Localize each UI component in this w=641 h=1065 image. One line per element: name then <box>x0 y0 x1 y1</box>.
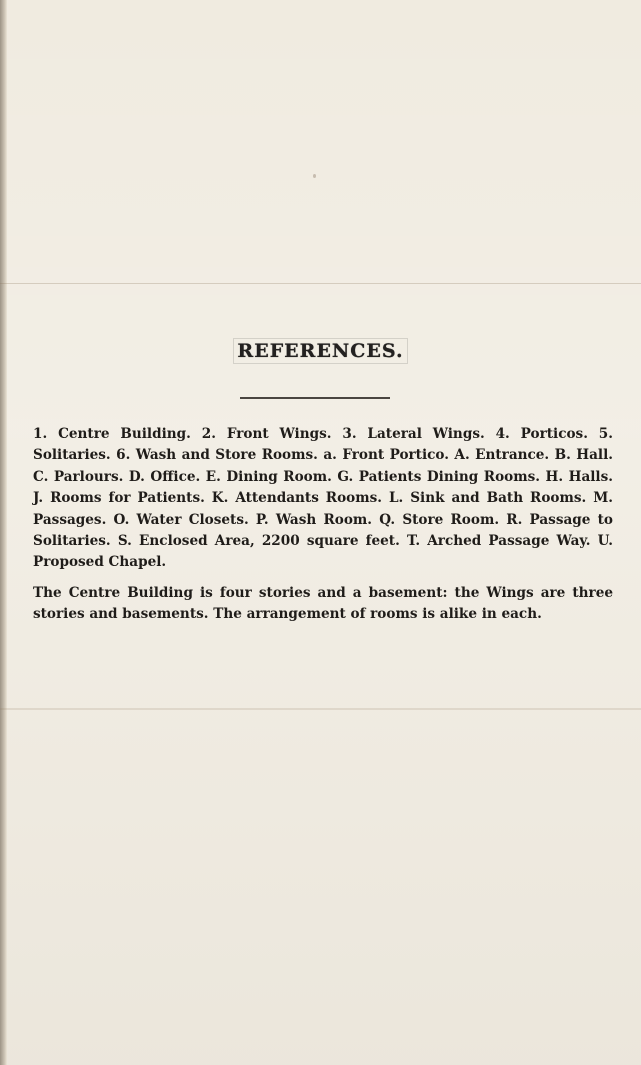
references-body <box>33 424 613 626</box>
binding-edge <box>0 0 7 1065</box>
references-list: 1. Centre Building. 2. Front Wings. 3. Lateral Wings. 4. Porticos. 5. Solitaries. 6. Wash and Store Rooms. a. Front Portico. A. Entrance. B. Hall. C. Parlours. D. Office. E. Dining Room. G. Patients Dining Rooms. H. Halls. J. Rooms for Patients. K. Attendants Rooms. L. Sink and Bath Rooms. M. Passages. O. Water Closets. P. Wash Room. Q. Store Room. R. Passage to Solitaries. S. Enclosed Area, 2200 square feet. T. Arched Passage Way. U. Proposed Chapel. <box>33 426 613 571</box>
fold-crease-lower <box>0 708 641 710</box>
paper-blemish <box>313 174 316 178</box>
references-heading-text: REFERENCES. <box>237 340 404 362</box>
fold-crease-upper <box>0 283 641 284</box>
building-note: The Centre Building is four stories and a basement: the Wings are three stories and basements. The arrangement of rooms is alike in each. <box>33 584 613 623</box>
heading-rule <box>240 397 390 399</box>
references-heading <box>0 340 641 370</box>
